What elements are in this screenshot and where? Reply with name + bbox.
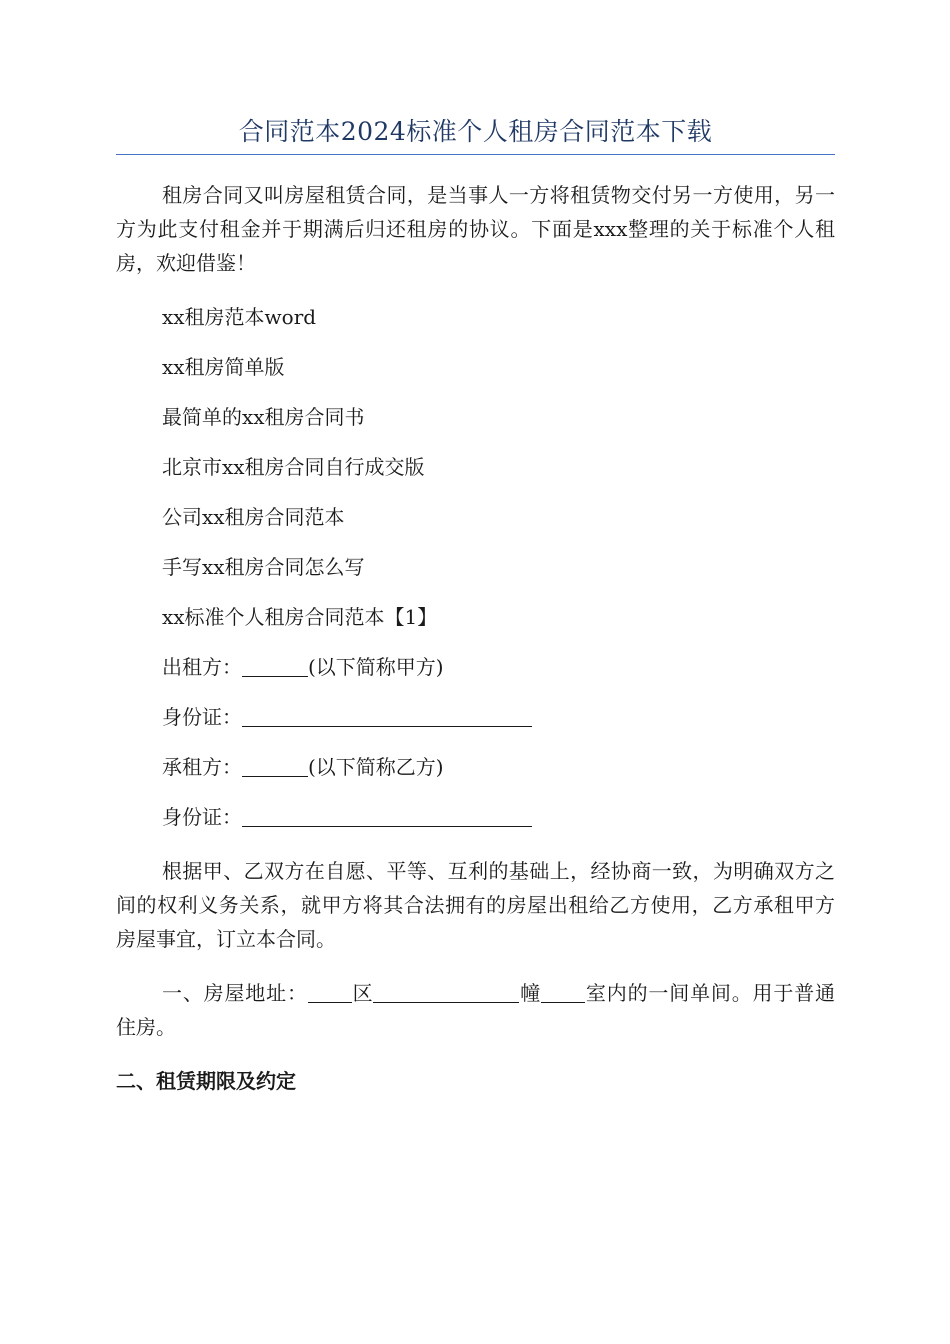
address-prefix: 一、房屋地址： [162,981,308,1005]
id-label: 身份证： [162,705,242,729]
address-blank-2 [373,982,519,1003]
address-paragraph [116,976,835,1044]
lessor-line [116,650,835,684]
address-blank-3 [541,982,585,1003]
lessor-id-line [116,700,835,734]
document-body [116,178,835,1098]
lessee-blank [242,756,308,777]
document-title: 合同范本2024标准个人租房合同范本下载 [238,117,713,146]
link-item[interactable]: xx租房简单版 [162,355,285,379]
lessee-label: 承租方： [162,755,242,779]
lessee-line [116,750,835,784]
address-building: 幢 [519,981,542,1005]
id-blank [242,806,532,827]
title-underline [116,154,835,155]
intro-paragraph: 租房合同又叫房屋租赁合同，是当事人一方将租赁物交付另一方使用，另一方为此支付租金并于期满后归还租房的协议。下面是xxx整理的关于标准个人租房，欢迎借鉴！ [116,183,835,275]
lessor-label: 出租方： [162,655,242,679]
address-district: 区 [351,981,374,1005]
section-heading: 二、租赁期限及约定 [116,1069,296,1093]
link-item[interactable]: 手写xx租房合同怎么写 [162,555,365,579]
lessee-suffix: (以下简称乙方) [308,755,444,779]
link-item[interactable]: 北京市xx租房合同自行成交版 [162,455,425,479]
id-label: 身份证： [162,805,242,829]
link-item[interactable]: xx租房范本word [162,305,317,329]
address-suffix: 室内的一间单间。用于普通住房。 [116,981,836,1039]
link-item[interactable]: 最简单的xx租房合同书 [162,405,365,429]
agreement-paragraph: 根据甲、乙双方在自愿、平等、互利的基础上，经协商一致，为明确双方之间的权利义务关系，就甲方将其合法拥有的房屋出租给乙方使用，乙方承租甲方房屋事宜，订立本合同。 [116,859,835,951]
lessor-blank [242,656,308,677]
lessor-suffix: (以下简称甲方) [308,655,444,679]
link-item[interactable]: xx标准个人租房合同范本【1】 [162,605,438,629]
address-blank-1 [308,982,352,1003]
link-item[interactable]: 公司xx租房合同范本 [162,505,345,529]
lessee-id-line [116,800,835,834]
id-blank [242,706,532,727]
